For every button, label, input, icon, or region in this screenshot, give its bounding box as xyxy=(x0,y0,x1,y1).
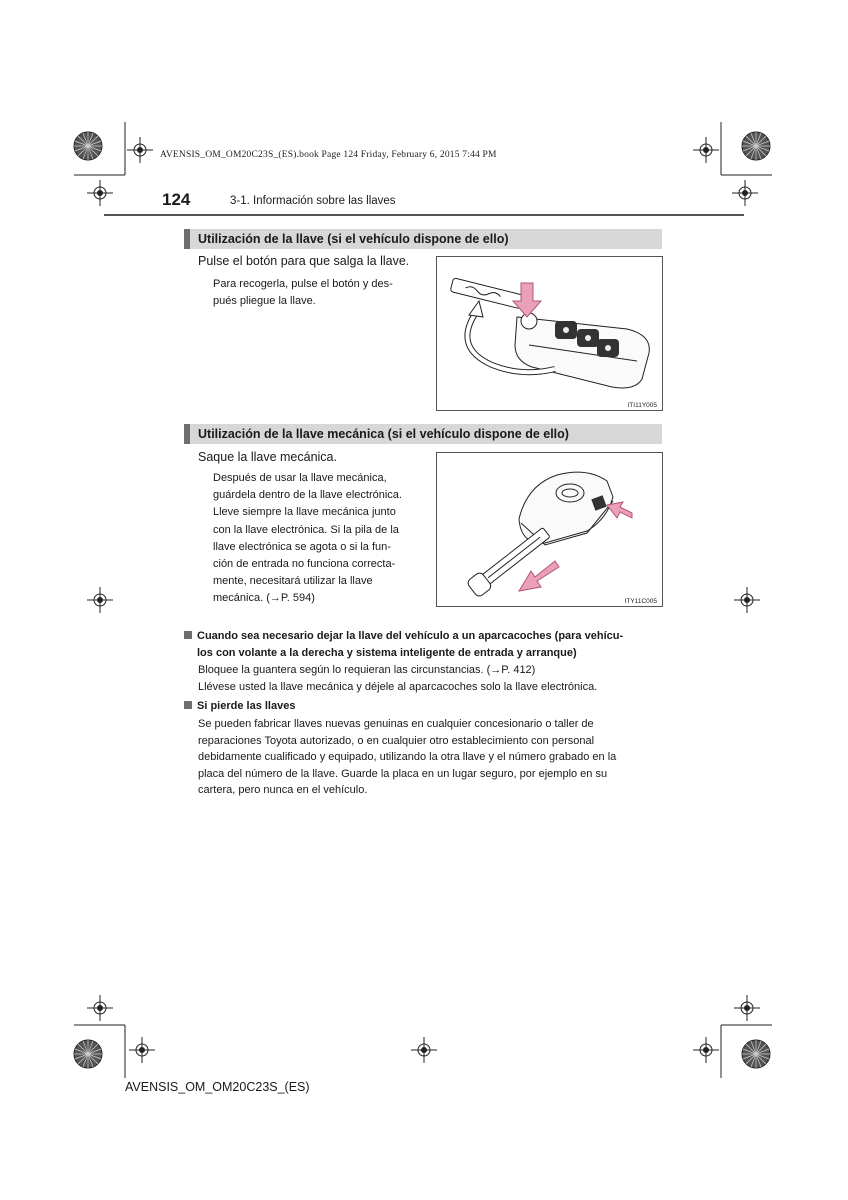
body-line: cartera, pero nunca en el vehículo. xyxy=(198,784,368,796)
note-line: con la llave electrónica. Si la pila de la xyxy=(213,523,399,536)
header-rule xyxy=(104,214,744,216)
bullet-square-icon xyxy=(184,631,192,639)
footer-doc-code: AVENSIS_OM_OM20C23S_(ES) xyxy=(125,1080,310,1094)
note-line: pués pliegue la llave. xyxy=(213,295,316,308)
note-line: mecánica. (→P. 594) xyxy=(213,592,315,605)
figure-flip-key xyxy=(436,256,663,411)
note-line: ción de entrada no funciona correcta- xyxy=(213,558,396,571)
heading-key-usage: Utilización de la llave (si el vehículo dispone de ello) xyxy=(184,229,662,249)
figure-mechanical-key xyxy=(436,452,663,607)
note-fold-key xyxy=(213,276,423,310)
body-line: debidamente cualificado y equipado, utilizando la otra llave y el número grabado en la xyxy=(198,751,617,763)
mechanical-key-illustration xyxy=(437,453,662,606)
note-line: mente, necesitará utilizar la llave xyxy=(213,575,373,588)
page-number: 124 xyxy=(162,190,191,209)
note-valet-body xyxy=(198,662,658,695)
heading-mechanical-key: Utilización de la llave mecánica (si el vehículo dispone de ello) xyxy=(184,424,662,444)
body-line: reparaciones Toyota autorizado, o en cualquier otro establecimiento con personal xyxy=(198,734,595,747)
note-valet-heading-line: los con volante a la derecha y sistema inteligente de entrada y arranque) xyxy=(197,646,577,659)
note-line: Después de usar la llave mecánica, xyxy=(213,472,387,484)
flip-key-illustration xyxy=(437,257,662,410)
note-valet-heading xyxy=(184,628,662,661)
book-file-line: AVENSIS_OM_OM20C23S_(ES).book Page 124 Friday, February 6, 2015 7:44 PM xyxy=(160,150,497,160)
lead-remove-key: Saque la llave mecánica. xyxy=(198,450,337,464)
note-line: Lleve siempre la llave mecánica junto xyxy=(213,506,396,519)
body-line: Llévese usted la llave mecánica y déjele al aparcacoches solo la llave electrónica. xyxy=(198,680,598,693)
bullet-square-icon xyxy=(184,701,192,709)
figure-code: ITY11C005 xyxy=(624,598,657,605)
body-line: Bloquee la guantera según lo requieran las circunstancias. (→P. 412) xyxy=(198,664,536,676)
note-line: guárdela dentro de la llave electrónica. xyxy=(213,489,402,502)
note-lost-keys-body xyxy=(198,716,658,799)
figure-code: ITI11Y005 xyxy=(627,402,657,409)
note-mechanical-key xyxy=(213,470,423,608)
note-line: llave electrónica se agota o si la fun- xyxy=(213,540,391,553)
section-title: 3-1. Información sobre las llaves xyxy=(230,195,396,207)
note-valet-heading-line: Cuando sea necesario dejar la llave del vehículo a un aparcacoches (para vehícu- xyxy=(184,628,662,645)
body-line: Se pueden fabricar llaves nuevas genuinas en cualquier concesionario o taller de xyxy=(198,718,594,730)
note-lost-keys-heading: Si pierde las llaves xyxy=(184,698,662,715)
lead-press-button: Pulse el botón para que salga la llave. xyxy=(198,254,410,268)
body-line: placa del número de la llave. Guarde la placa en un lugar seguro, por ejemplo en su xyxy=(198,767,608,780)
note-line: Para recogerla, pulse el botón y des- xyxy=(213,278,393,290)
